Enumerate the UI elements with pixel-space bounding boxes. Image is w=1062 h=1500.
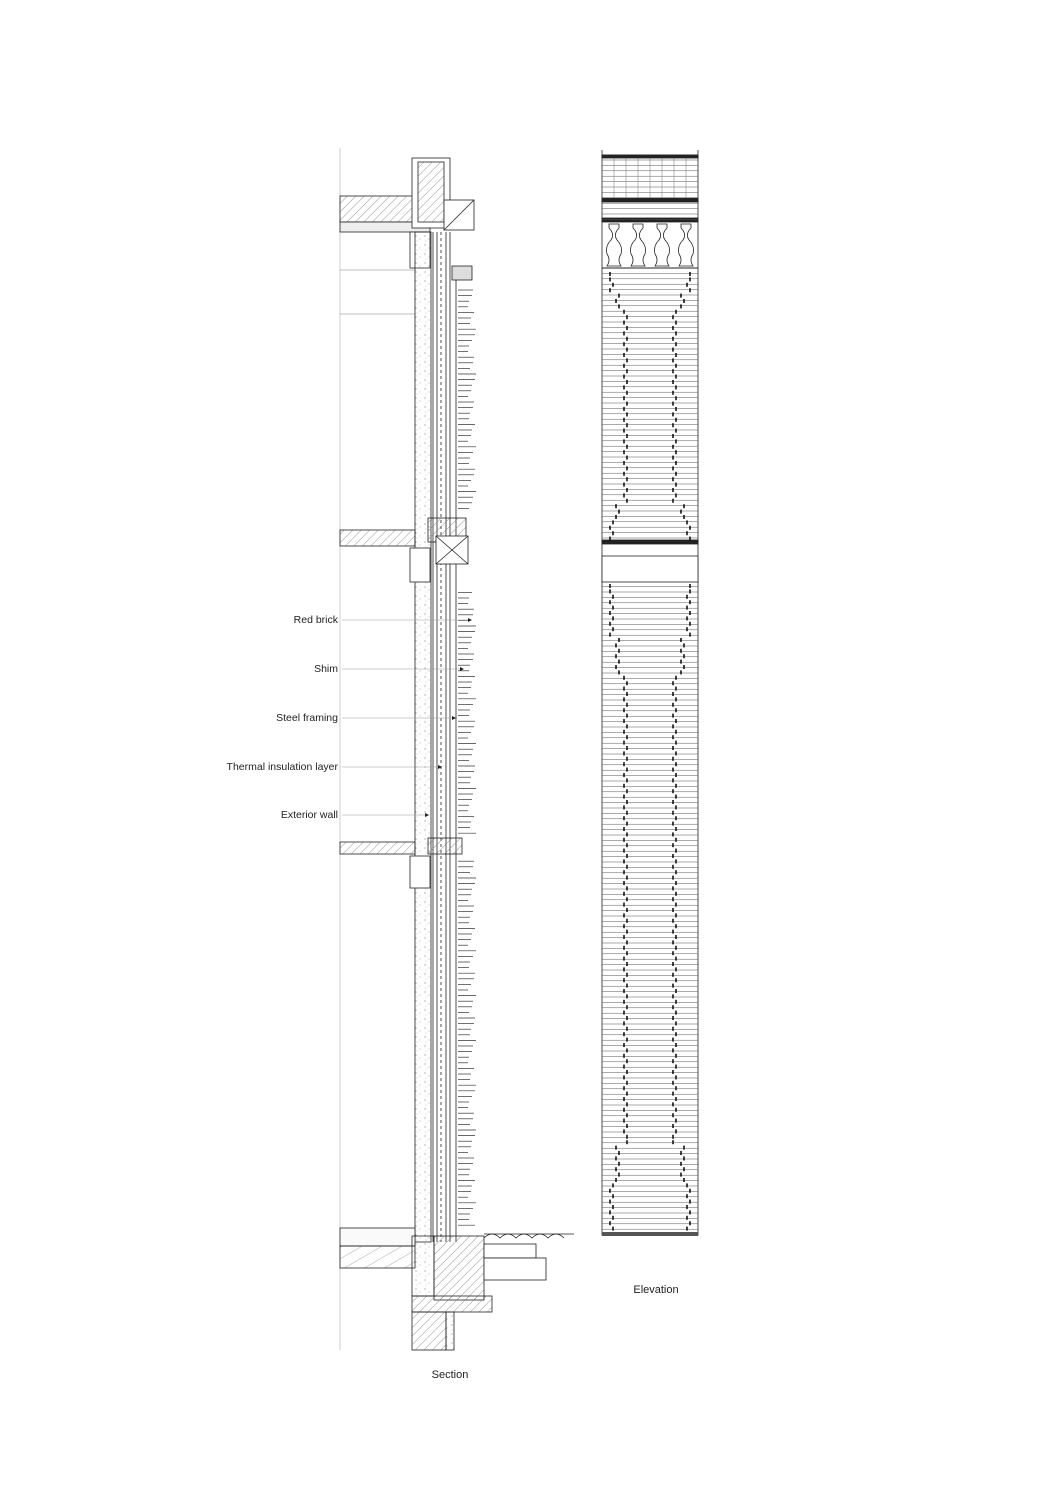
callout-thermal-insulation: Thermal insulation layer xyxy=(226,761,338,773)
callout-exterior-wall: Exterior wall xyxy=(280,809,338,821)
callout-shim: Shim xyxy=(314,663,338,675)
section-brick-courses xyxy=(458,290,476,1225)
section-drawing xyxy=(340,148,574,1350)
elevation-drawing xyxy=(602,150,698,1236)
caption-section: Section xyxy=(431,1369,469,1381)
caption-elevation: Elevation xyxy=(633,1284,679,1296)
callout-red-brick: Red brick xyxy=(293,614,338,626)
callout-steel-framing: Steel framing xyxy=(276,712,338,724)
